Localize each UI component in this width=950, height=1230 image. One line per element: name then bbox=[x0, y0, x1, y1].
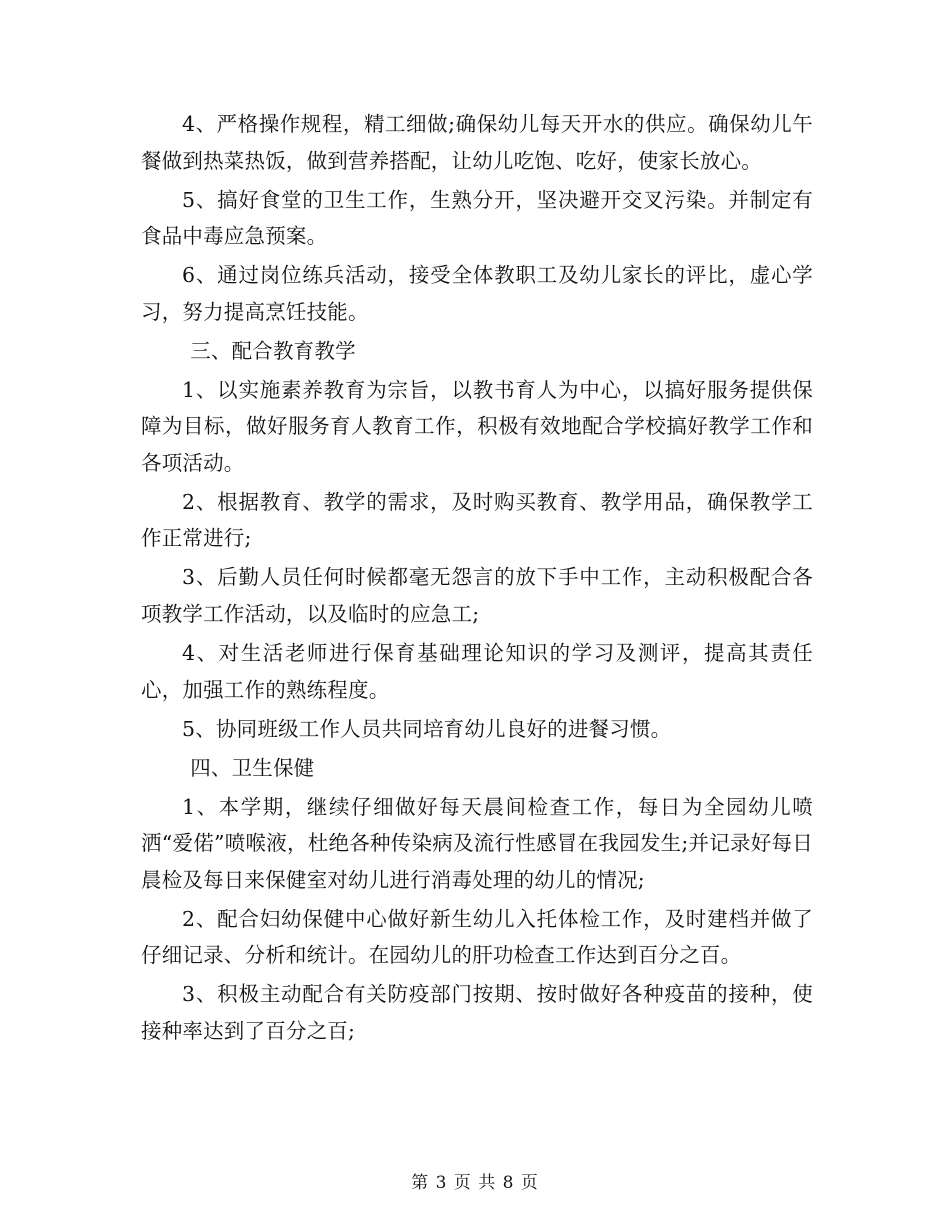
paragraph: 2、配合妇幼保健中心做好新生幼儿入托体检工作，及时建档并做了仔细记录、分析和统计。在园幼儿的肝功检查工作达到百分之百。 bbox=[141, 906, 813, 968]
paragraph: 5、协同班级工作人员共同培育幼儿良好的进餐习惯。 bbox=[182, 716, 672, 741]
paragraph: 6、通过岗位练兵活动，接受全体教职工及幼儿家长的评比，虚心学习，努力提高烹饪技能。 bbox=[141, 263, 813, 324]
page-number-footer: 第 3 页 共 8 页 bbox=[411, 1173, 539, 1193]
paragraph: 3、积极主动配合有关防疫部门按期、按时做好各种疫苗的接种，使接种率达到了百分之百; bbox=[141, 982, 813, 1043]
document-body bbox=[141, 106, 813, 1052]
section-heading: 四、卫生保健 bbox=[190, 755, 315, 780]
paragraph: 4、对生活老师进行保育基础理论知识的学习及测评，提高其责任心，加强工作的熟练程度。 bbox=[141, 641, 813, 702]
section-heading: 三、配合教育教学 bbox=[190, 338, 356, 363]
paragraph: 1、以实施素养教育为宗旨，以教书育人为中心，以搞好服务提供保障为目标，做好服务育人教育工作，积极有效地配合学校搞好教学工作和各项活动。 bbox=[141, 377, 813, 475]
paragraph: 2、根据教育、教学的需求，及时购买教育、教学用品，确保教学工作正常进行; bbox=[141, 489, 813, 551]
paragraph: 4、严格操作规程，精工细做;确保幼儿每天开水的供应。确保幼儿午餐做到热菜热饭，做到营养搭配，让幼儿吃饱、吃好，使家长放心。 bbox=[141, 112, 813, 173]
paragraph: 3、后勤人员任何时候都毫无怨言的放下手中工作，主动积极配合各项教学工作活动，以及临时的应急工; bbox=[141, 565, 813, 627]
paragraph: 5、搞好食堂的卫生工作，生熟分开，坚决避开交叉污染。并制定有食品中毒应急预案。 bbox=[141, 187, 813, 249]
paragraph: 1、本学期，继续仔细做好每天晨间检查工作，每日为全园幼儿喷洒“爱偌”喷喉液，杜绝各种传染病及流行性感冒在我园发生;并记录好每日晨检及每日来保健室对幼儿进行消毒处理的幼儿的情况; bbox=[141, 794, 813, 892]
